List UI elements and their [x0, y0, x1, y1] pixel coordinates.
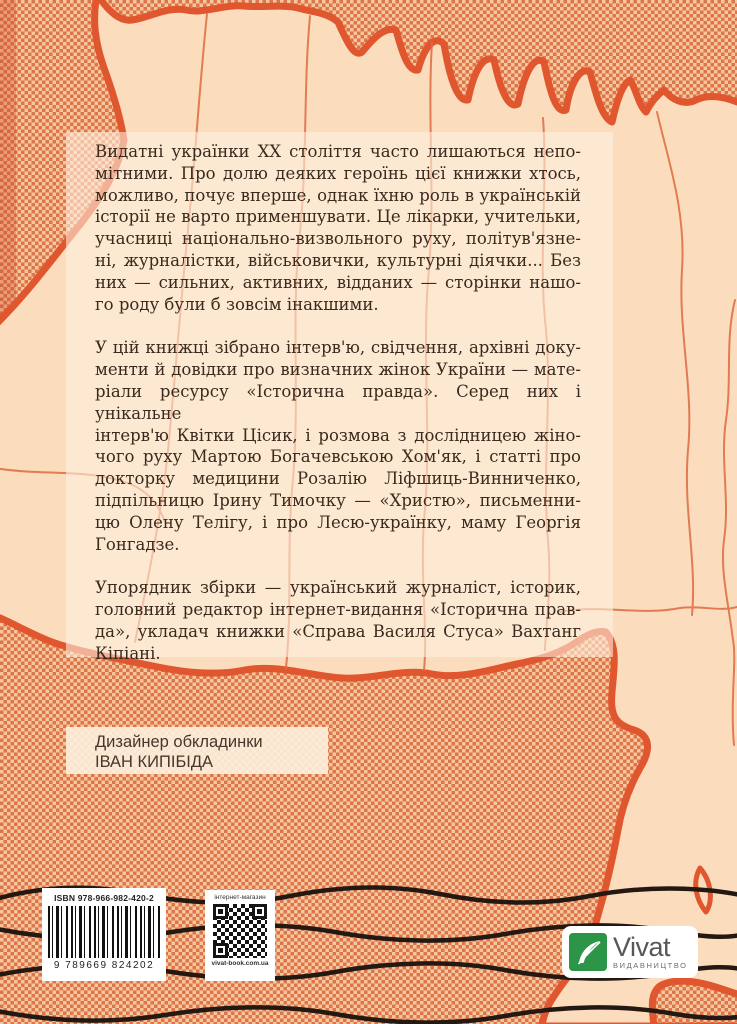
isbn-label: ISBN 978-966-982-420-2 [54, 893, 154, 903]
blurb-paragraph-1: Видатні українки ХХ століття часто лишаються непо- мітними. Про долю деяких героїнь цієї книжки хтось, можливо, почує вперше, однак їхню роль в українській історії не варто применшувати. Це лікарки, учительки, учасниці національно-визвольного руху, політув'язне- ні, журналістки, військовички, культурні діячки... Без них — сильних, активних, відданих — сторінки нашо- го роду були б зовсім інакшими. [95, 142, 581, 314]
qr-eye-icon [252, 904, 267, 919]
publisher-name: Vivat [613, 932, 671, 963]
designer-name: ІВАН КИПІБІДА [95, 753, 214, 771]
publisher-wordmark [613, 934, 688, 970]
barcode-stripes [48, 906, 160, 958]
isbn-barcode [42, 888, 166, 981]
qr-eye-icon [213, 904, 228, 919]
qr-eye-icon [213, 943, 228, 958]
publisher-logo [562, 926, 698, 978]
designer-credit [66, 727, 328, 774]
qr-code-box [205, 890, 275, 981]
blurb-panel [66, 132, 613, 663]
blurb-paragraph-3: Упорядник збірки — український журналіст, історик, головний редактор інтернет-видання «Історична прав- да», укладач книжки «Справа Василя Стуса» Вахтанг Кіпіані. [95, 578, 581, 663]
vivat-feather-icon [569, 933, 607, 971]
designer-role: Дизайнер обкладинки [95, 733, 263, 751]
qr-caption-top: інтернет-магазин [214, 894, 266, 901]
qr-caption-url: vivat-book.com.ua [211, 960, 269, 967]
blurb-paragraph-2: У цій книжці зібрано інтерв'ю, свідчення, архівні доку- менти й довідки про визначних жінок України — мате- ріали ресурсу «Історична правда». Серед них і унікальне інтерв'ю Квітки Цісик, і розмова з дослідницею жіно- чого руху Мартою Богачевською Хом'як, і статті про докторку медицини Розалію Ліфшиць-Винниченко, підпільницю Ірину Тимочку — «Христю», письменни- цю Олену Телігу, і про Лесю-українку, маму Георгія Гонгадзе. [95, 338, 581, 554]
publisher-tagline: ВИДАВНИЦТВО [613, 961, 688, 971]
blurb-text [95, 141, 581, 687]
qr-code [213, 904, 267, 958]
isbn-digits: 9 789669 824202 [53, 960, 155, 971]
spine-shadow-strip [0, 0, 16, 332]
